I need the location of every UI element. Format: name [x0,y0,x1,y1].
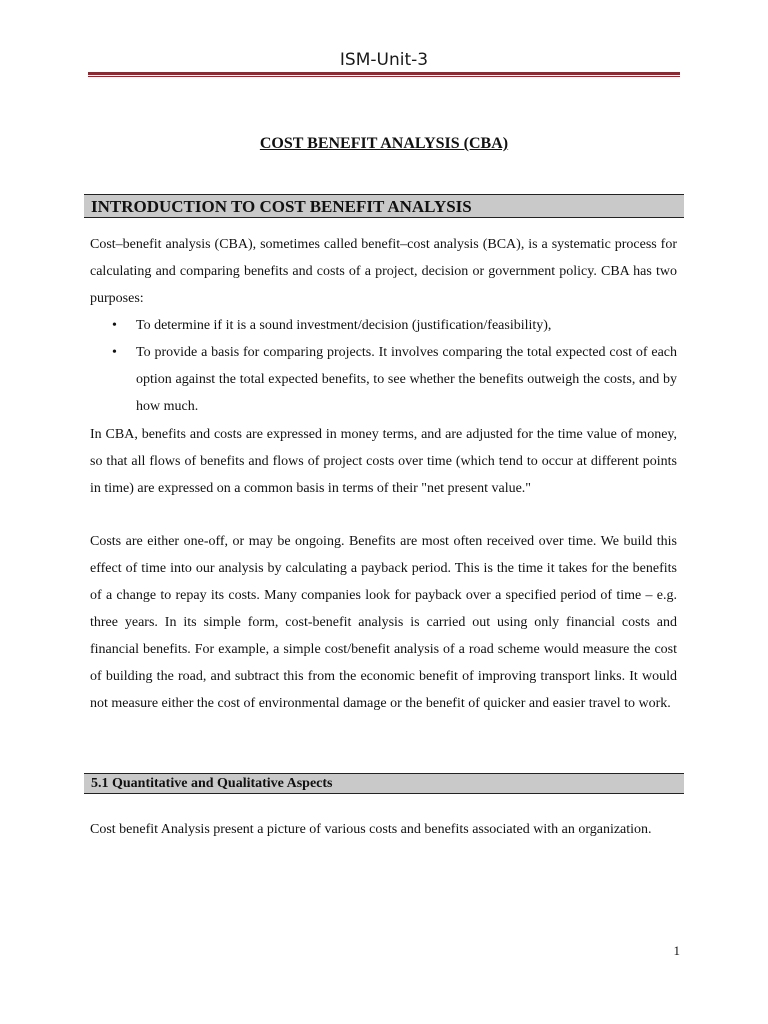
page-number: 1 [673,943,680,958]
header-rule-thin [88,76,680,77]
list-item-text: To determine if it is a sound investment/decision (justification/feasibility), [136,318,552,333]
purpose-list [90,312,677,420]
list-item [90,312,677,339]
bullet-icon: • [112,345,117,360]
list-item [90,339,677,420]
quantitative-paragraph: Cost benefit Analysis present a picture of various costs and benefits associated with an organization. [90,822,652,837]
header-rule [88,72,680,75]
section-heading-text: 5.1 Quantitative and Qualitative Aspects [91,776,333,791]
section-heading-quantitative [84,773,684,794]
section-heading-introduction [84,194,684,218]
costs-paragraph: Costs are either one-off, or may be ongoing. Benefits are most often received over time. We build this effect of time into our analysis by calculating a payback period. This is the time it takes for the benefits of a change to repay its costs. Many companies look for payback over a specified period of time – e.g. three years. In its simple form, cost-benefit analysis is carried out using only financial costs and financial benefits. For example, a simple cost/benefit analysis of a road scheme would measure the cost of building the road, and subtract this from the economic benefit of improving transport links. It would not measure either the cost of environmental damage or the benefit of quicker and easier travel to work. [90,534,677,711]
npv-paragraph: In CBA, benefits and costs are expressed in money terms, and are adjusted for the time value of money, so that all flows of benefits and flows of project costs over time (which tend to occur at different points in time) are expressed on a common basis in terms of their "net present value." [90,427,677,496]
running-header: ISM-Unit-3 [339,50,429,70]
bullet-icon: • [112,318,117,333]
section-heading-text: INTRODUCTION TO COST BENEFIT ANALYSIS [91,197,472,216]
document-title: COST BENEFIT ANALYSIS (CBA) [259,135,509,152]
intro-paragraph: Cost–benefit analysis (CBA), sometimes called benefit–cost analysis (BCA), is a systematic process for calculating and comparing benefits and costs of a project, decision or government policy. CBA has two purposes: [90,237,677,306]
list-item-text: To provide a basis for comparing projects. It involves comparing the total expected cost of each option against the total expected benefits, to see whether the benefits outweigh the costs, and by how much. [136,345,677,414]
